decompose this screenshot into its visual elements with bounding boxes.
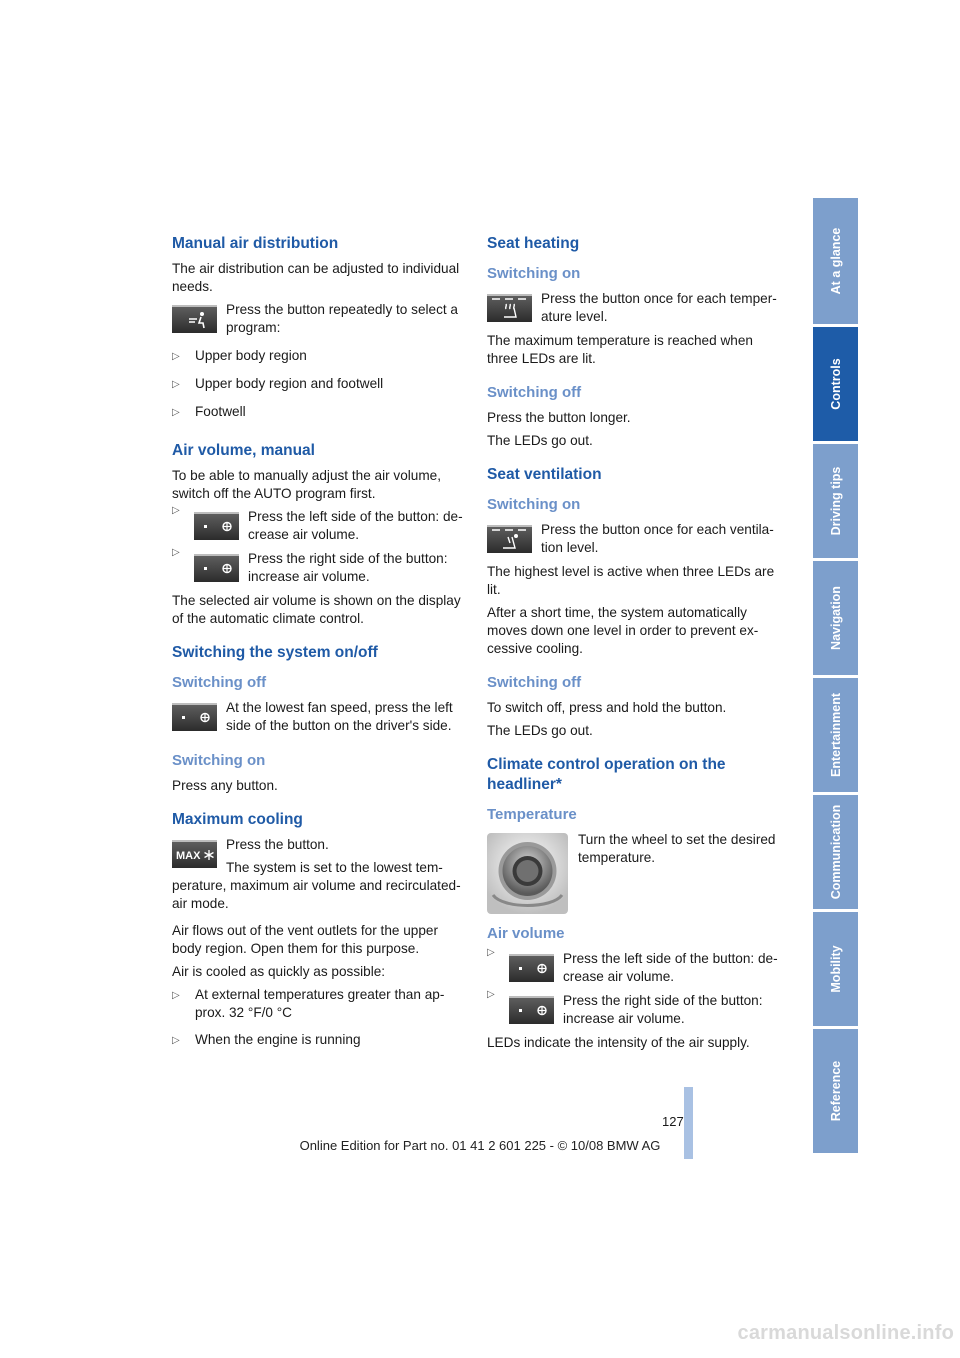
tab-navigation[interactable]: Navigation xyxy=(813,561,858,675)
icon-row: Turn the wheel to set the desired temperature. xyxy=(487,831,783,914)
footer-text: Online Edition for Part no. 01 41 2 601 225 - © 10/08 BMW AG xyxy=(299,1138,661,1153)
tab-entertainment[interactable]: Entertainment xyxy=(813,678,858,792)
paragraph: perature, maximum air volume and recirculated-air mode. xyxy=(172,878,461,911)
heading-headliner: Climate control operation on the headliner* xyxy=(487,756,726,793)
tab-controls[interactable]: Controls xyxy=(813,327,858,441)
subheading-switching-off: Switching off xyxy=(172,674,267,691)
bullet-arrow-icon: ▷ xyxy=(172,990,180,1001)
bullet-arrow-icon: ▷ xyxy=(172,1035,180,1046)
list-item: ▷ Press the left side of the button: de-crease air volume. xyxy=(487,950,783,986)
paragraph: LEDs indicate the intensity of the air supply. xyxy=(487,1035,750,1050)
fan-button-icon xyxy=(509,954,554,982)
icon-row: At the lowest fan speed, press the left side of the button on the driver's side. xyxy=(172,699,468,735)
seat-heating-button-icon xyxy=(487,294,532,322)
heading-air-volume-manual: Air volume, manual xyxy=(172,442,315,459)
list-item: ▷ Footwell xyxy=(172,403,468,422)
subheading-switching-on: Switching on xyxy=(487,496,581,513)
list-item: ▷ Press the left side of the button: de-crease air volume. xyxy=(172,508,468,544)
icon-row: Press the button once for each ventila-tion level. xyxy=(487,521,783,557)
paragraph: The LEDs go out. xyxy=(487,433,593,448)
air-distribution-button-icon xyxy=(172,305,217,333)
left-column xyxy=(172,234,468,1059)
bullet-arrow-icon: ▷ xyxy=(172,379,180,390)
max-button-icon xyxy=(172,840,217,868)
chapter-tabs xyxy=(813,198,858,1156)
icon-row: Press the button once for each temper-ature level. xyxy=(487,290,783,326)
list-item: ▷ Press the right side of the button: increase air volume. xyxy=(172,550,468,586)
paragraph: Air is cooled as quickly as possible: xyxy=(172,964,386,979)
paragraph: Press the button longer. xyxy=(487,410,631,425)
paragraph: After a short time, the system automatically moves down one level in order to prevent ex-cessive cooling. xyxy=(487,605,759,656)
paragraph: Press any button. xyxy=(172,778,278,793)
bullet-arrow-icon: ▷ xyxy=(487,989,495,1000)
paragraph: The LEDs go out. xyxy=(487,723,593,738)
list-item: ▷ When the engine is running xyxy=(172,1031,468,1050)
subheading-switching-on: Switching on xyxy=(172,752,266,769)
paragraph: The maximum temperature is reached when three LEDs are lit. xyxy=(487,333,753,366)
icon-row xyxy=(172,301,468,337)
bullet-arrow-icon: ▷ xyxy=(172,505,180,516)
tab-reference[interactable]: Reference xyxy=(813,1029,858,1153)
icon-text: Press the button repeatedly to select a program: xyxy=(226,302,458,335)
bullet-arrow-icon: ▷ xyxy=(172,351,180,362)
temperature-wheel-icon xyxy=(487,833,568,914)
right-column xyxy=(487,234,783,1057)
fan-button-icon xyxy=(509,996,554,1024)
paragraph: To switch off, press and hold the button. xyxy=(487,700,727,715)
subheading-temperature: Temperature xyxy=(487,806,577,823)
subheading-switching-off: Switching off xyxy=(487,384,582,401)
paragraph: The air distribution can be adjusted to individual needs. xyxy=(172,261,460,294)
heading-switching-system: Switching the system on/off xyxy=(172,644,378,661)
heading-maximum-cooling: Maximum cooling xyxy=(172,811,303,828)
tab-mobility[interactable]: Mobility xyxy=(813,912,858,1026)
tab-driving-tips[interactable]: Driving tips xyxy=(813,444,858,558)
subheading-switching-off: Switching off xyxy=(487,674,582,691)
paragraph: The selected air volume is shown on the display of the automatic climate control. xyxy=(172,593,461,626)
list-item: ▷ Upper body region xyxy=(172,347,468,366)
paragraph: The highest level is active when three LEDs are lit. xyxy=(487,564,775,597)
fan-button-icon xyxy=(194,554,239,582)
fan-button-icon xyxy=(194,512,239,540)
list-item: ▷ Press the right side of the button: increase air volume. xyxy=(487,992,783,1028)
heading-seat-heating: Seat heating xyxy=(487,235,580,252)
icon-row: MAX Press the button. The system is set to the lowest tem- xyxy=(172,836,468,877)
fan-button-icon xyxy=(172,703,217,731)
tab-communication[interactable]: Communication xyxy=(813,795,858,909)
heading-manual-air-distribution: Manual air distribution xyxy=(172,235,339,252)
bullet-arrow-icon: ▷ xyxy=(172,407,180,418)
tab-at-a-glance[interactable]: At a glance xyxy=(813,198,858,324)
heading-seat-ventilation: Seat ventilation xyxy=(487,466,602,483)
paragraph: To be able to manually adjust the air volume, switch off the AUTO program first. xyxy=(172,468,442,501)
svg-text:MAX: MAX xyxy=(176,850,201,862)
seat-ventilation-button-icon xyxy=(487,525,532,553)
paragraph: Air flows out of the vent outlets for the upper body region. Open them for this purpose. xyxy=(172,923,438,956)
list-item: ▷ Upper body region and footwell xyxy=(172,375,468,394)
bullet-arrow-icon: ▷ xyxy=(172,547,180,558)
page-number: 127 xyxy=(662,1114,684,1129)
list-item: ▷ At external temperatures greater than ap-prox. 32 °F/0 °C xyxy=(172,987,445,1020)
subheading-switching-on: Switching on xyxy=(487,265,581,282)
bullet-arrow-icon: ▷ xyxy=(487,947,495,958)
subheading-air-volume: Air volume xyxy=(487,925,565,942)
